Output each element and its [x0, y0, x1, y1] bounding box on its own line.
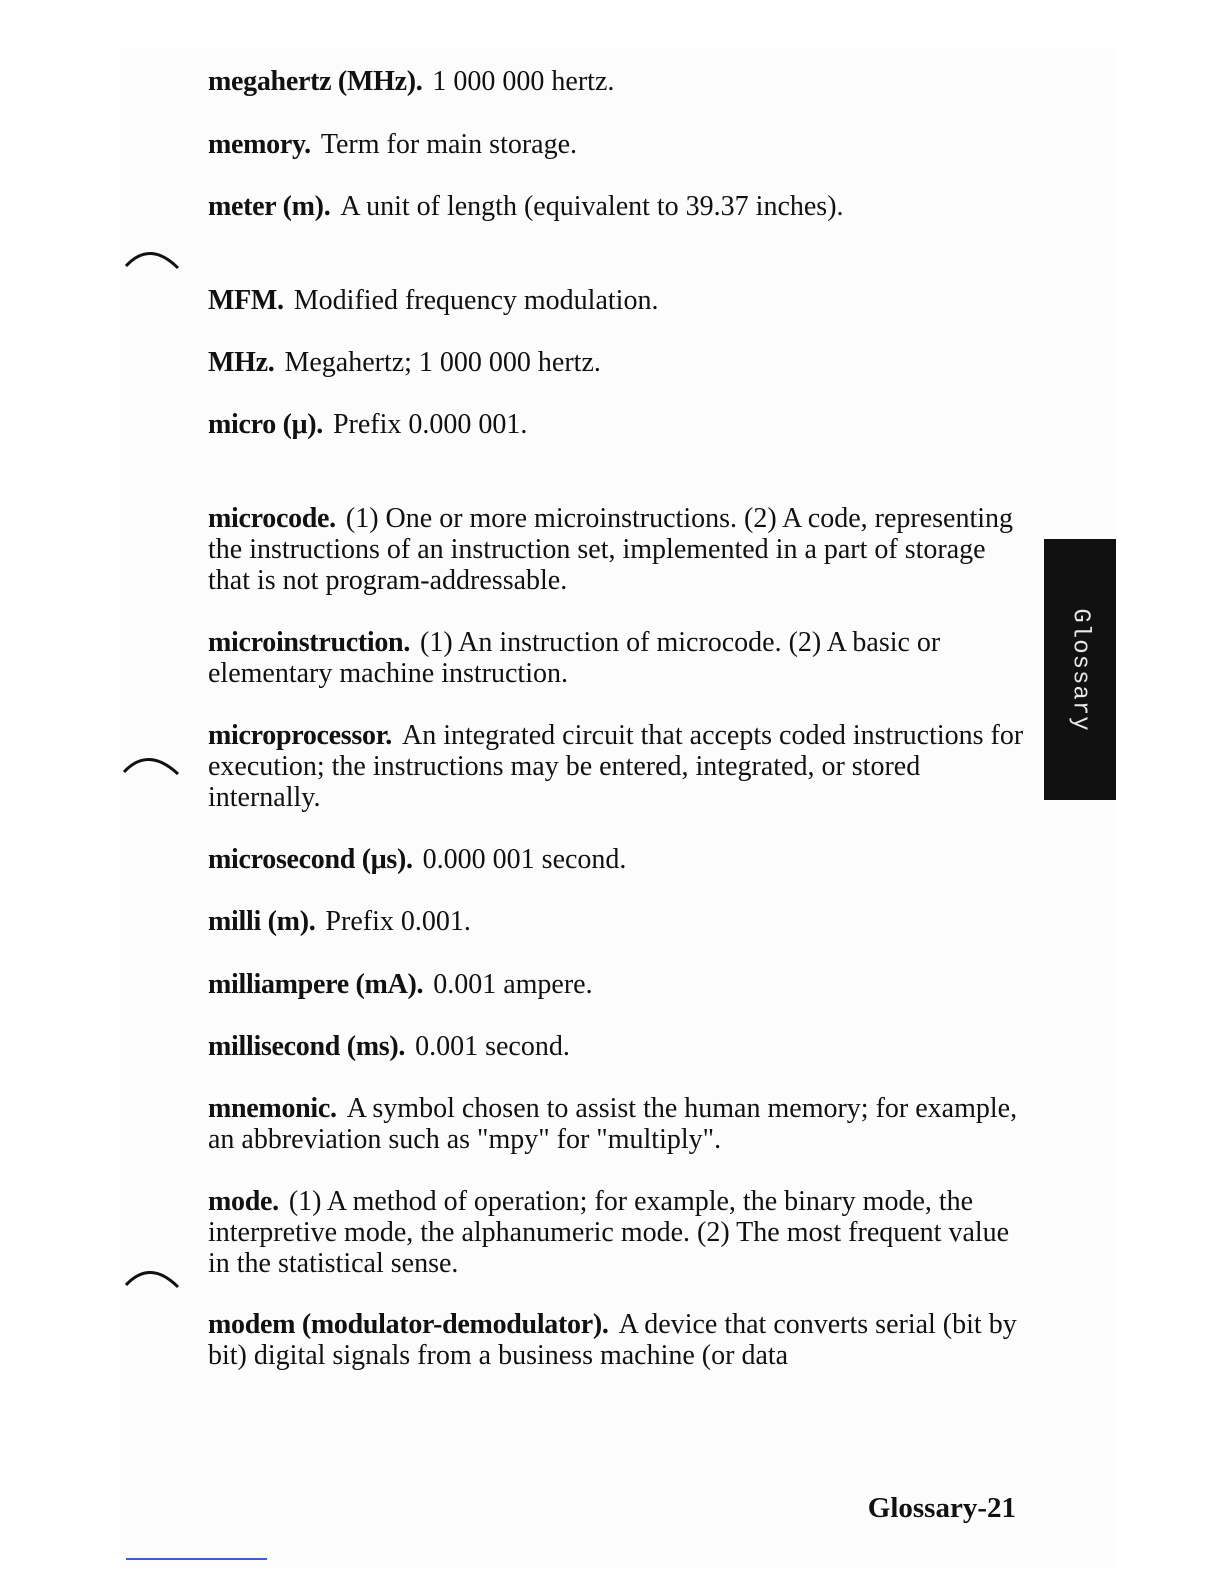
binder-hole-mark-icon [122, 1263, 184, 1293]
glossary-entry [208, 1186, 1028, 1279]
glossary-entry [208, 906, 1028, 937]
bottom-rule [126, 1558, 267, 1560]
glossary-entry [208, 285, 1028, 316]
glossary-entry [208, 720, 1028, 813]
entry-term: megahertz (MHz). [208, 66, 423, 97]
entry-term: microcode. [208, 503, 336, 534]
binder-hole-mark-icon [122, 750, 184, 780]
entry-definition: (1) An instruction of microcode. (2) A basic or elementary machine instruction. [208, 627, 941, 689]
entry-definition: Modified frequency modulation. [293, 285, 659, 316]
glossary-entry [208, 129, 1028, 160]
entry-definition: An integrated circuit that accepts coded instructions for execution; the instructions may be entered, integrated, or stored internally. [208, 720, 1024, 813]
glossary-entry [208, 191, 1028, 222]
glossary-entry [208, 1309, 1028, 1371]
section-tab [1044, 539, 1116, 800]
entry-definition: Megahertz; 1 000 000 hertz. [284, 347, 601, 378]
entry-term: memory. [208, 129, 311, 160]
entry-term: millisecond (ms). [208, 1031, 406, 1062]
entry-term: milliampere (mA). [208, 969, 424, 1000]
entry-term: microprocessor. [208, 720, 392, 751]
entry-term: mnemonic. [208, 1093, 337, 1124]
entry-definition: A unit of length (equivalent to 39.37 inches). [340, 191, 844, 222]
glossary-entry [208, 66, 1028, 97]
entry-definition: (1) One or more microinstructions. (2) A code, representing the instructions of an instruction set, implemented in a part of storage that is not program-addressable. [208, 503, 1014, 596]
entry-definition: A device that converts serial (bit by bit) digital signals from a business machine (or data [208, 1309, 1017, 1371]
section-tab-label: Glossary [1066, 607, 1094, 732]
entry-definition: Prefix 0.000 001. [332, 409, 528, 440]
entry-term: mode. [208, 1186, 279, 1217]
entry-definition: 0.001 second. [415, 1031, 570, 1062]
entry-term: meter (m). [208, 191, 331, 222]
entry-definition: Term for main storage. [320, 129, 578, 160]
entry-term: MHz. [208, 347, 275, 378]
glossary-entry [208, 627, 1028, 689]
entry-term: micro (μ). [208, 409, 323, 440]
entry-term: milli (m). [208, 906, 316, 937]
entry-term: MFM. [208, 285, 284, 316]
entry-definition: A symbol chosen to assist the human memory; for example, an abbreviation such as "mpy" for "multiply". [208, 1093, 1018, 1155]
glossary-entry [208, 409, 1028, 440]
glossary-entry [208, 503, 1028, 596]
glossary-entry [208, 1093, 1028, 1155]
glossary-entry [208, 969, 1028, 1000]
glossary-entry [208, 347, 1028, 378]
entry-definition: 0.001 ampere. [433, 969, 593, 1000]
glossary-entry [208, 1031, 1028, 1062]
glossary-entry [208, 844, 1028, 875]
page-number: Glossary-21 [867, 1492, 1016, 1524]
entry-term: microinstruction. [208, 627, 411, 658]
entry-definition: (1) A method of operation; for example, the binary mode, the interpretive mode, the alphanumeric mode. (2) The most frequent value in the statistical sense. [208, 1186, 1010, 1279]
entry-definition: 0.000 001 second. [422, 844, 627, 875]
entry-term: microsecond (μs). [208, 844, 413, 875]
entry-definition: Prefix 0.001. [325, 906, 471, 937]
binder-hole-mark-icon [122, 244, 184, 274]
entry-term: modem (modulator-demodulator). [208, 1309, 609, 1340]
entry-definition: 1 000 000 hertz. [432, 66, 615, 97]
